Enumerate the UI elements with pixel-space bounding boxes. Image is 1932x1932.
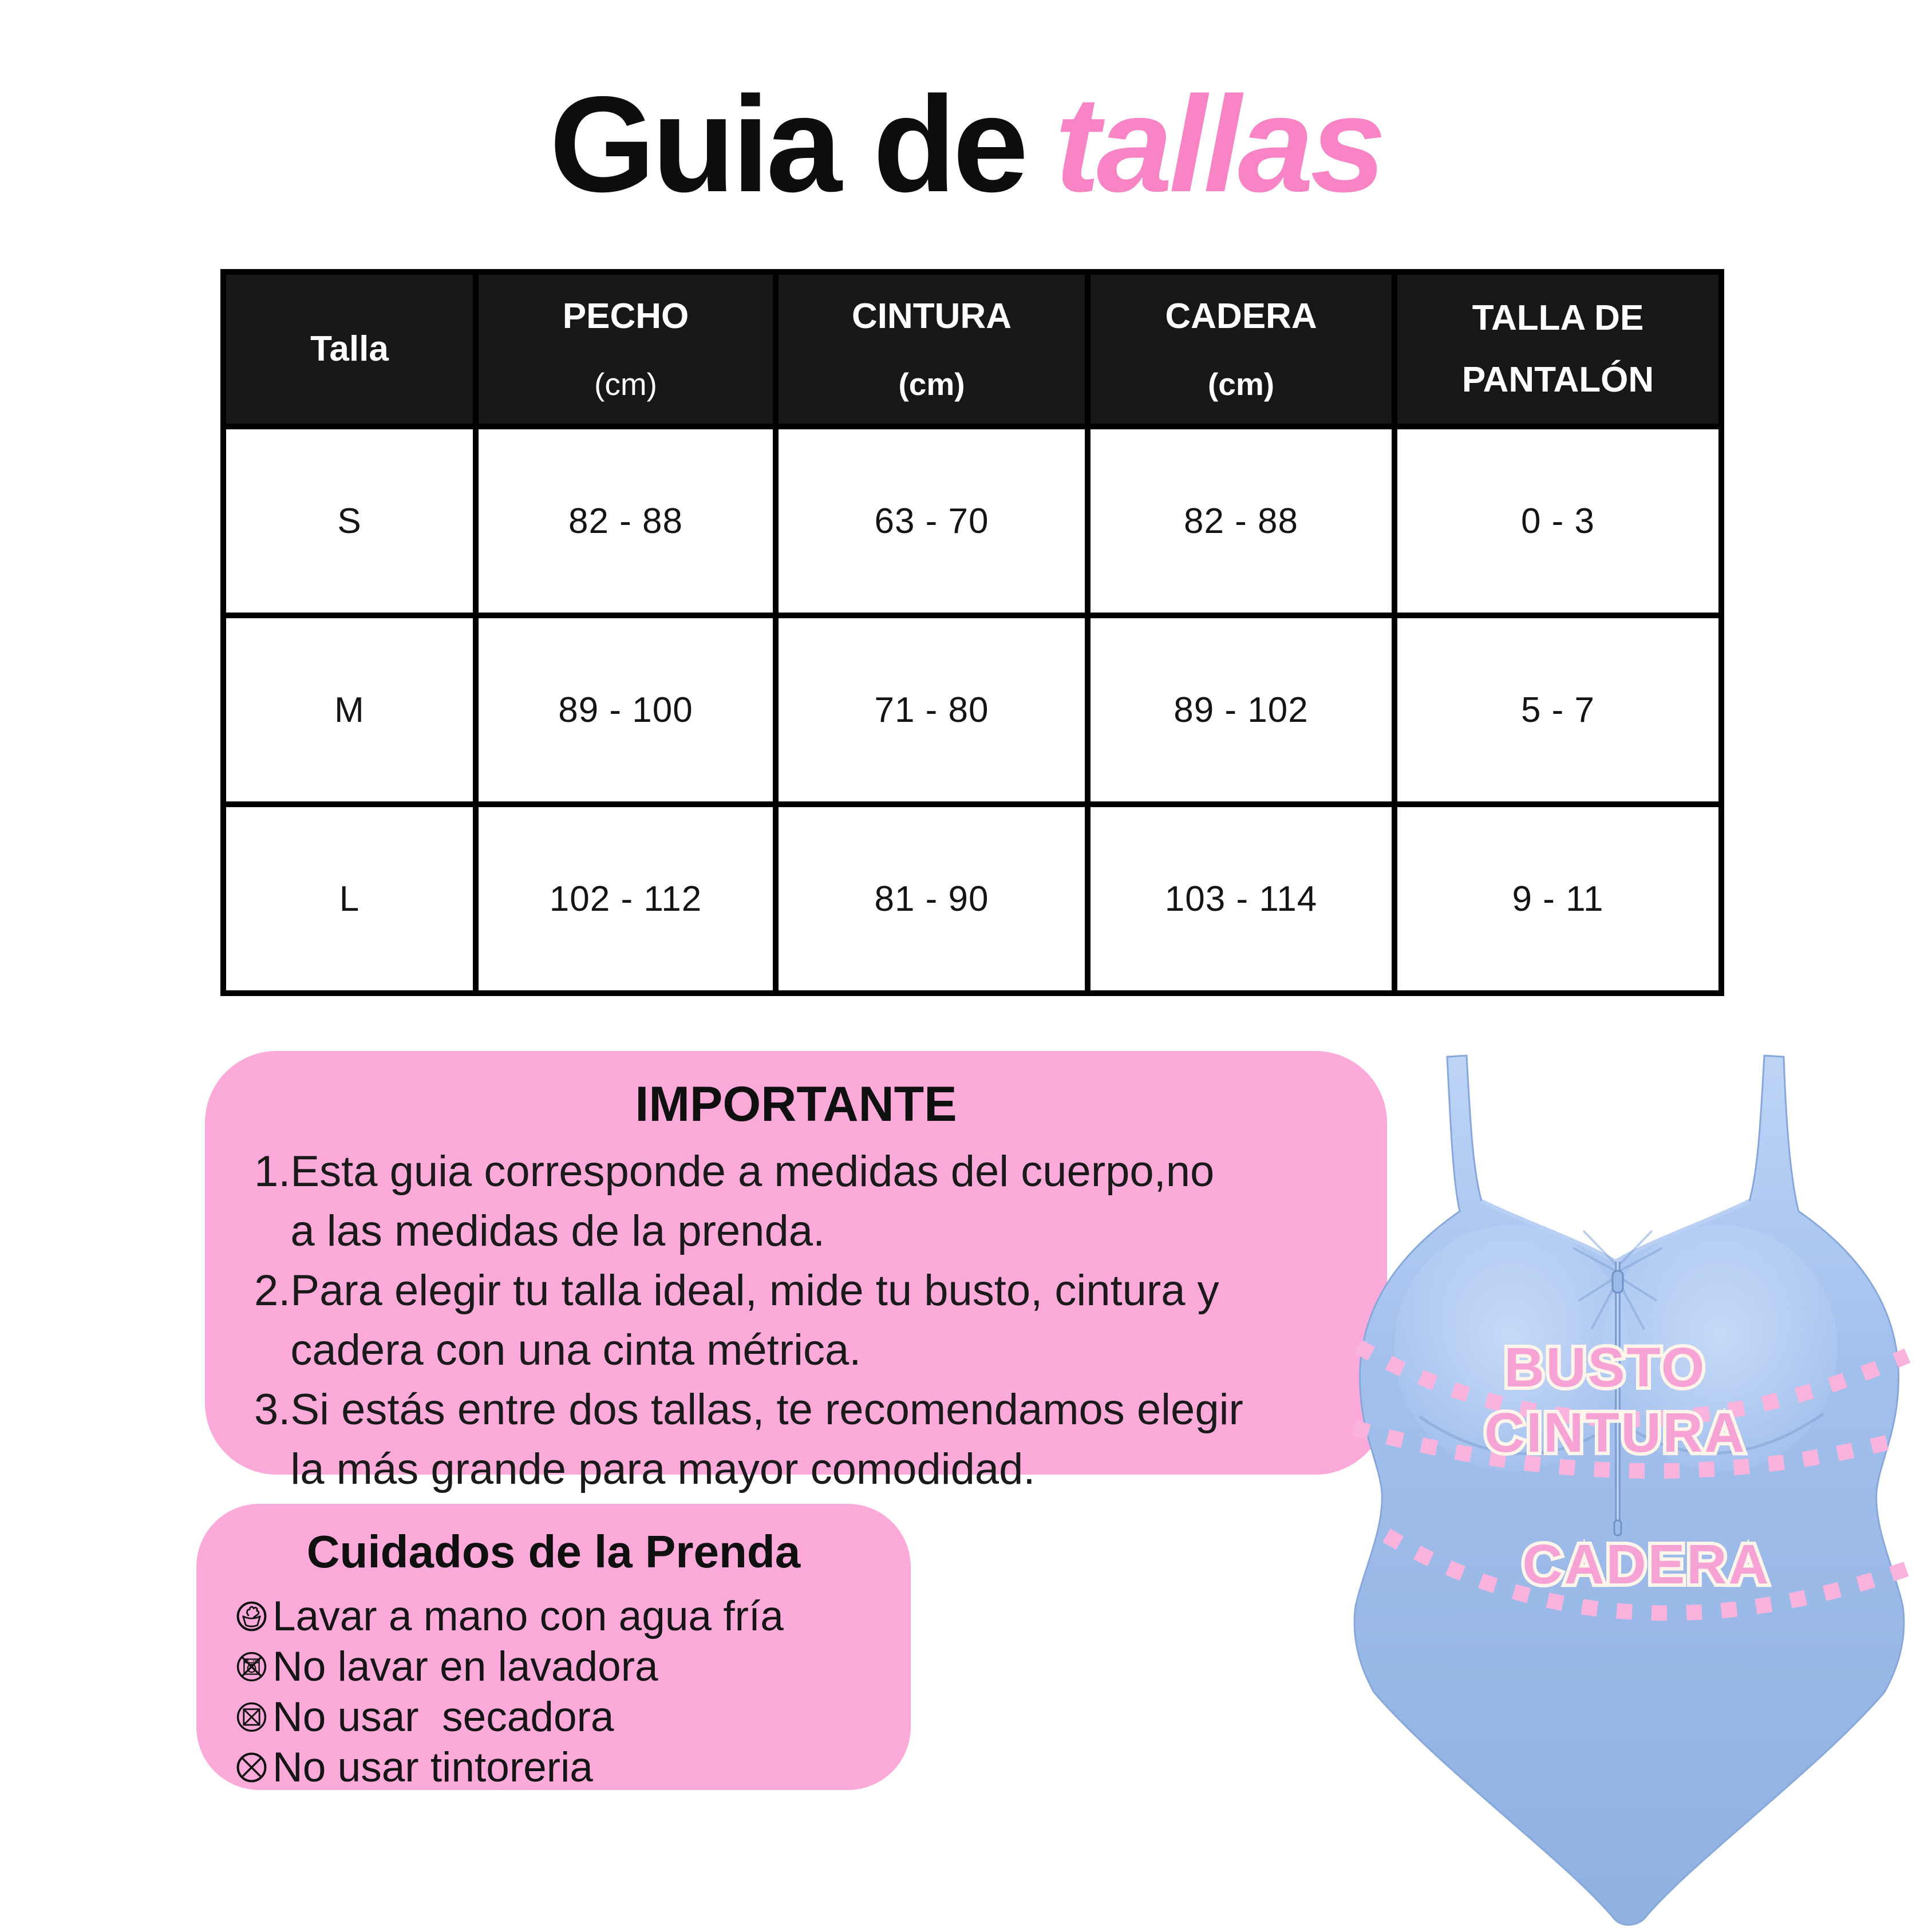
care-item-label: Lavar a mano con agua fría — [272, 1593, 784, 1639]
bodysuit-figure — [1334, 1030, 1932, 1932]
header-label: Talla — [310, 329, 389, 369]
size-cell: 71 - 80 — [776, 615, 1088, 804]
header-label: PANTALÓN — [1461, 360, 1654, 400]
no-dry-clean-icon — [235, 1751, 268, 1784]
no-tumble-dry-icon — [235, 1701, 268, 1733]
item-line: Esta guia corresponde a medidas del cuerpo,no — [290, 1147, 1215, 1196]
column-header-pecho — [476, 272, 776, 426]
size-cell: S — [223, 426, 476, 615]
item-line: Para elegir tu talla ideal, mide tu busto, cintura y — [290, 1266, 1219, 1315]
header-unit: (cm) — [1207, 366, 1275, 402]
care-item — [235, 1591, 911, 1641]
item-text — [290, 1142, 1214, 1261]
item-text — [290, 1380, 1243, 1499]
column-header-cintura — [776, 272, 1088, 426]
important-item — [254, 1142, 1356, 1261]
bust-label: BUSTO — [1504, 1336, 1706, 1398]
item-line: cadera con una cinta métrica. — [290, 1326, 862, 1374]
item-line: la más grande para mayor comodidad. — [290, 1445, 1036, 1494]
table-row-s — [223, 426, 1721, 615]
hand-wash-icon — [235, 1600, 268, 1633]
header-label: CINTURA — [852, 296, 1012, 336]
item-text — [290, 1261, 1219, 1380]
header-unit: (cm) — [898, 366, 965, 402]
size-cell: 89 - 102 — [1088, 615, 1394, 804]
care-panel — [196, 1504, 911, 1790]
size-table — [220, 269, 1724, 996]
care-item — [235, 1641, 911, 1692]
size-cell: 82 - 88 — [1088, 426, 1394, 615]
important-title: IMPORTANTE — [635, 1077, 957, 1132]
column-header-talla — [223, 272, 476, 426]
table-row-m — [223, 615, 1721, 804]
care-list — [196, 1591, 911, 1792]
important-item — [254, 1261, 1356, 1380]
care-item-label: No usar secadora — [272, 1693, 614, 1740]
size-cell: 103 - 114 — [1088, 804, 1394, 993]
important-panel — [205, 1051, 1387, 1494]
column-header-cadera — [1088, 272, 1394, 426]
care-title: Cuidados de la Prenda — [306, 1526, 801, 1577]
header-label: PECHO — [562, 296, 689, 336]
zipper-pull — [1613, 1271, 1623, 1293]
item-number: 3. — [254, 1385, 291, 1434]
item-line: a las medidas de la prenda. — [290, 1207, 825, 1255]
column-header-pantalon — [1394, 272, 1721, 426]
care-item-label: No lavar en lavadora — [272, 1643, 658, 1690]
no-machine-wash-icon — [235, 1650, 268, 1683]
size-cell: 89 - 100 — [476, 615, 776, 804]
table-row-l — [223, 804, 1721, 993]
size-cell: 82 - 88 — [476, 426, 776, 615]
care-item-label: No usar tintoreria — [272, 1744, 593, 1791]
size-cell: 102 - 112 — [476, 804, 776, 993]
page-title — [0, 69, 1932, 220]
important-item — [254, 1380, 1356, 1499]
header-label: CADERA — [1165, 296, 1317, 336]
size-cell: 0 - 3 — [1394, 426, 1721, 615]
size-cell: 9 - 11 — [1394, 804, 1721, 993]
item-number: 1. — [254, 1147, 291, 1196]
care-item — [235, 1692, 911, 1742]
size-cell: L — [223, 804, 476, 993]
page-title-accent: tallas — [1054, 69, 1383, 220]
item-number: 2. — [254, 1266, 291, 1315]
item-line: Si estás entre dos tallas, te recomendamos elegir — [290, 1385, 1243, 1434]
bodysuit-graphic — [1334, 1030, 1932, 1932]
size-cell: M — [223, 615, 476, 804]
waist-label: CINTURA — [1484, 1401, 1747, 1464]
important-list — [205, 1142, 1387, 1499]
header-label: TALLA DE — [1472, 298, 1644, 338]
header-unit: (cm) — [594, 366, 657, 402]
bodysuit-shape — [1354, 1056, 1904, 1925]
size-cell: 81 - 90 — [776, 804, 1088, 993]
size-cell: 5 - 7 — [1394, 615, 1721, 804]
page-title-black: Guia de — [549, 69, 1025, 220]
table-header-row — [223, 272, 1721, 426]
size-cell: 63 - 70 — [776, 426, 1088, 615]
care-item — [235, 1742, 911, 1792]
hip-label: CADERA — [1522, 1533, 1771, 1595]
